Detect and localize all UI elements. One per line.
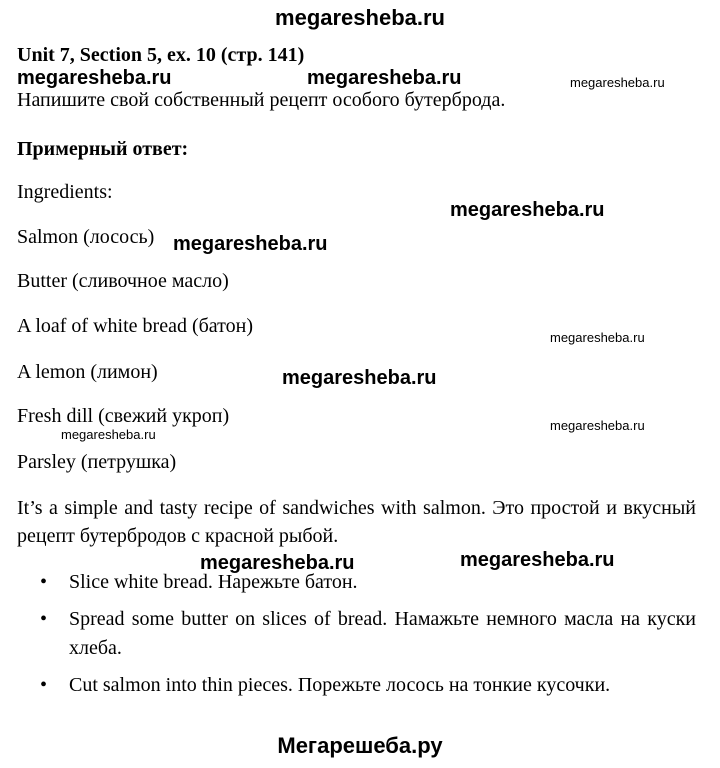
ingredient-item: A lemon (лимон) [17,361,158,383]
watermark: megaresheba.ru [282,367,437,389]
answer-label: Примерный ответ: [17,138,189,160]
steps-list [0,568,720,708]
ingredient-item: Fresh dill (свежий укроп) [17,405,230,427]
watermark: megaresheba.ru [450,199,605,221]
list-item [0,605,720,663]
watermark: megaresheba.ru [17,67,172,89]
list-item [0,568,720,597]
step-text: Spread some butter on slices of bread. Намажьте немного масла на куски хлеба. [69,608,696,659]
watermark: megaresheba.ru [61,427,156,442]
watermark: megaresheba.ru [307,67,462,89]
task-text: Напишите свой собственный рецепт особого бутерброда. [17,89,506,111]
step-text: Cut salmon into thin pieces. Порежьте лосось на тонкие кусочки. [69,674,611,696]
watermark: megaresheba.ru [460,549,615,571]
watermark: megaresheba.ru [550,418,645,433]
intro-paragraph: It’s a simple and tasty recipe of sandwiches with salmon. Это простой и вкусный рецепт бутербродов с красной рыбой. [17,497,696,547]
bullet-icon: • [40,608,48,630]
ingredients-title: Ingredients: [17,181,113,203]
footer-brand[interactable]: Мегарешеба.ру [277,733,443,758]
bullet-icon: • [40,571,48,593]
ingredient-item: Butter (сливочное масло) [17,270,229,292]
header-watermark[interactable]: megaresheba.ru [275,5,445,30]
ingredient-item: A loaf of white bread (батон) [17,315,253,337]
watermark: megaresheba.ru [173,233,328,255]
bullet-icon: • [40,674,48,696]
watermark: megaresheba.ru [550,330,645,345]
list-item [0,671,720,700]
watermark: megaresheba.ru [570,75,665,90]
ingredient-item: Parsley (петрушка) [17,451,177,473]
step-text: Slice white bread. Нарежьте батон. [69,571,358,593]
exercise-heading: Unit 7, Section 5, ex. 10 (стр. 141) [17,44,305,66]
watermark: megaresheba.ru [200,552,355,574]
ingredient-item: Salmon (лосось) [17,226,155,248]
